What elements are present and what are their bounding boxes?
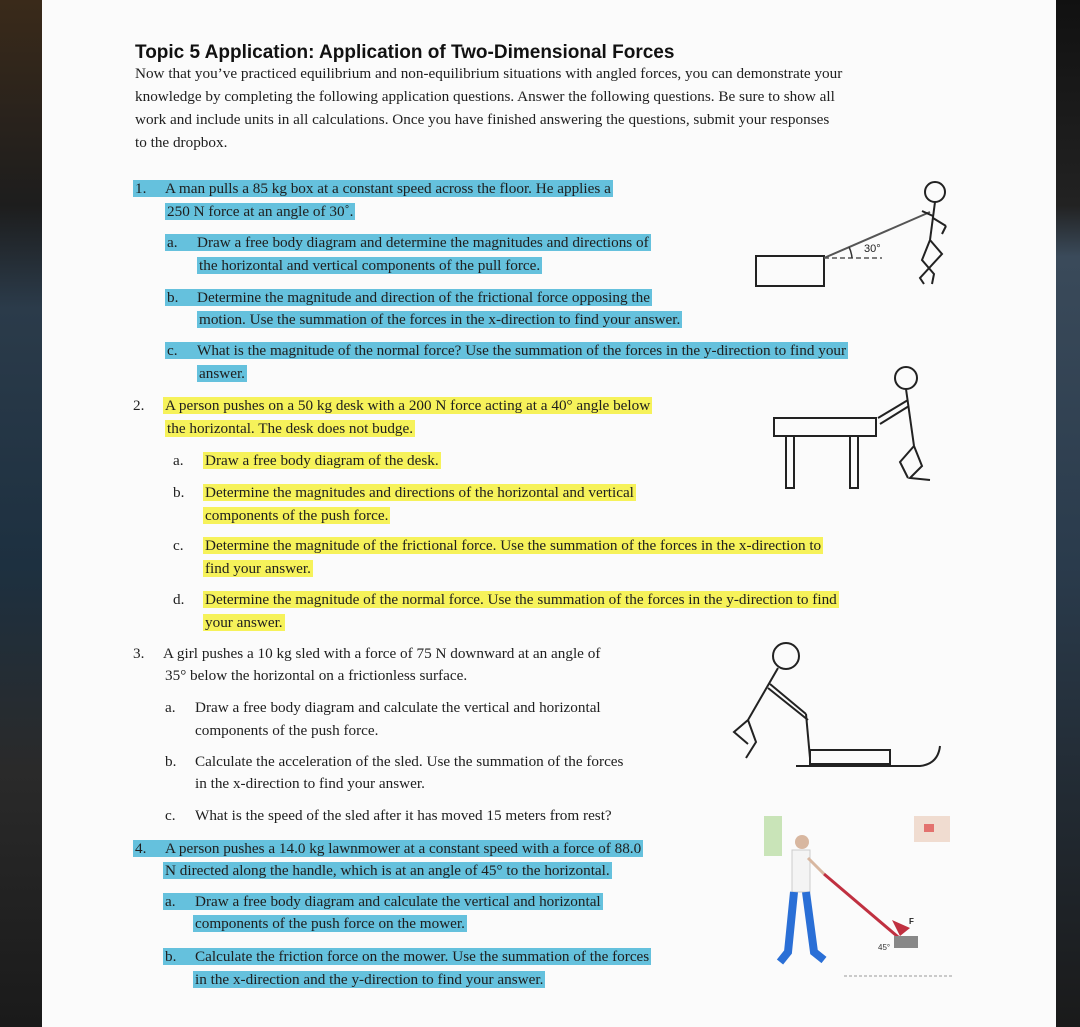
q4-line-1 (133, 838, 643, 860)
person-pushing-desk-figure (770, 366, 950, 496)
q4b-line-1 (163, 946, 651, 968)
q2a-line-1 (173, 450, 441, 472)
q1-stem-2: 250 N force at an angle of 30˚. (167, 203, 354, 220)
q4b-line-2 (193, 969, 545, 991)
q1-line-1 (133, 178, 613, 200)
q4-stem-2: N directed along the handle, which is at an angle of 45° to the horizontal. (165, 862, 610, 879)
q4a-text-1: Draw a free body diagram and calculate the vertical and horizontal (195, 893, 601, 910)
q3c-text-1: What is the speed of the sled after it has moved 15 meters from rest? (195, 807, 612, 824)
q3a-text-1: Draw a free body diagram and calculate the vertical and horizontal (195, 699, 601, 716)
q3c-letter: c. (165, 807, 176, 824)
q4b-text-1: Calculate the friction force on the mower. Use the summation of the forces (195, 948, 650, 965)
man-pulling-box-figure (752, 178, 992, 298)
background-right (1056, 0, 1080, 1027)
q1-angle-label: 30° (864, 243, 881, 255)
q2-stem-1: A person pushes on a 50 kg desk with a 200 N force acting at a 40° angle below (165, 397, 651, 414)
q1b-text-1: Determine the magnitude and direction of the frictional force opposing the (197, 289, 650, 306)
q2-line-1 (133, 395, 652, 417)
intro-line-3: work and include units in all calculations. Once you have finished answering the questions, submit your responses (135, 111, 830, 128)
q4a-line-1 (163, 891, 603, 913)
q1c-text-1: What is the magnitude of the normal force? Use the summation of the forces in the y-direction to find your (197, 342, 847, 359)
q4b-letter: b. (165, 948, 177, 965)
q3b-text-1: Calculate the acceleration of the sled. Use the summation of the forces (195, 753, 624, 770)
q1-number: 1. (135, 180, 147, 197)
intro-line-2: knowledge by completing the following application questions. Answer the following questions. Be sure to show all (135, 88, 835, 105)
q3-line-2: 35° below the horizontal on a frictionless surface. (165, 667, 468, 684)
worksheet-page (42, 0, 1056, 1027)
q1c-line-2 (197, 363, 247, 385)
q2c-text-2: find your answer. (205, 560, 311, 577)
intro-line-4: to the dropbox. (135, 134, 228, 151)
q2b-letter: b. (173, 484, 185, 501)
q3b-line-1 (165, 751, 623, 773)
q2d-line-2 (203, 612, 285, 634)
q4-line-2 (163, 860, 612, 882)
q3a-line-1 (165, 697, 601, 719)
q1b-line-2 (197, 309, 682, 331)
q1b-letter: b. (167, 289, 179, 306)
page-title: Topic 5 Application: Application of Two-Dimensional Forces (135, 42, 675, 63)
q1c-text-2: answer. (199, 365, 245, 382)
q2d-letter: d. (173, 591, 185, 608)
q1b-text-2: motion. Use the summation of the forces in the x-direction to find your answer. (199, 311, 681, 328)
q1a-line-2 (197, 255, 542, 277)
q2b-text-2: components of the push force. (205, 507, 389, 524)
q3-stem-1: A girl pushes a 10 kg sled with a force of 75 N downward at an angle of (163, 645, 601, 662)
q1b-line-1 (165, 287, 652, 309)
q1a-text-1: Draw a free body diagram and determine the magnitudes and directions of (197, 234, 649, 251)
q3-line-1 (133, 643, 600, 665)
q1a-line-1 (165, 232, 651, 254)
q1a-text-2: the horizontal and vertical components of the pull force. (199, 257, 541, 274)
q2-line-2 (165, 418, 415, 440)
q2-stem-2: the horizontal. The desk does not budge. (167, 420, 414, 437)
q2b-line-1 (173, 482, 636, 504)
q2c-line-2 (203, 558, 313, 580)
q4a-text-2: components of the push force on the mower. (195, 915, 465, 932)
q4b-text-2: in the x-direction and the y-direction to find your answer. (195, 971, 544, 988)
q2c-text-1: Determine the magnitude of the frictional force. Use the summation of the forces in the x-direction to (205, 537, 822, 554)
q2b-text-1: Determine the magnitudes and directions of the horizontal and vertical (205, 484, 634, 501)
q2c-line-1 (173, 535, 823, 557)
q3b-letter: b. (165, 753, 177, 770)
q1c-line-1 (165, 340, 848, 362)
q1c-letter: c. (167, 342, 178, 359)
q4-angle-label: 45° (878, 943, 891, 952)
q2d-text-1: Determine the magnitude of the normal force. Use the summation of the forces in the y-direction to find (205, 591, 837, 608)
q2b-line-2 (203, 505, 390, 527)
q1-line-2 (165, 201, 355, 223)
girl-pushing-sled-figure (726, 638, 966, 778)
q3b-line-2: in the x-direction to find your answer. (195, 775, 425, 792)
q1a-letter: a. (167, 234, 178, 251)
q2-number: 2. (133, 397, 145, 414)
lawnmower-figure (764, 812, 954, 982)
q4a-line-2 (193, 913, 467, 935)
q2c-letter: c. (173, 537, 184, 554)
q3a-line-2: components of the push force. (195, 722, 379, 739)
q3-number: 3. (133, 645, 145, 662)
q3c-line-1 (165, 805, 612, 827)
q1-stem-1: A man pulls a 85 kg box at a constant speed across the floor. He applies a (165, 180, 611, 197)
q3a-letter: a. (165, 699, 176, 716)
q2d-line-1 (173, 589, 839, 611)
q2a-text-1: Draw a free body diagram of the desk. (205, 452, 439, 469)
intro-line-1: Now that you’ve practiced equilibrium and non-equilibrium situations with angled forces, you can demonstrate your (135, 65, 843, 82)
q4a-letter: a. (165, 893, 176, 910)
q4-stem-1: A person pushes a 14.0 kg lawnmower at a constant speed with a force of 88.0 (165, 840, 642, 857)
q2a-letter: a. (173, 452, 184, 469)
q4-force-label: F (909, 917, 914, 926)
q4-number: 4. (135, 840, 147, 857)
background-left (0, 0, 42, 1027)
q2d-text-2: your answer. (205, 614, 283, 631)
